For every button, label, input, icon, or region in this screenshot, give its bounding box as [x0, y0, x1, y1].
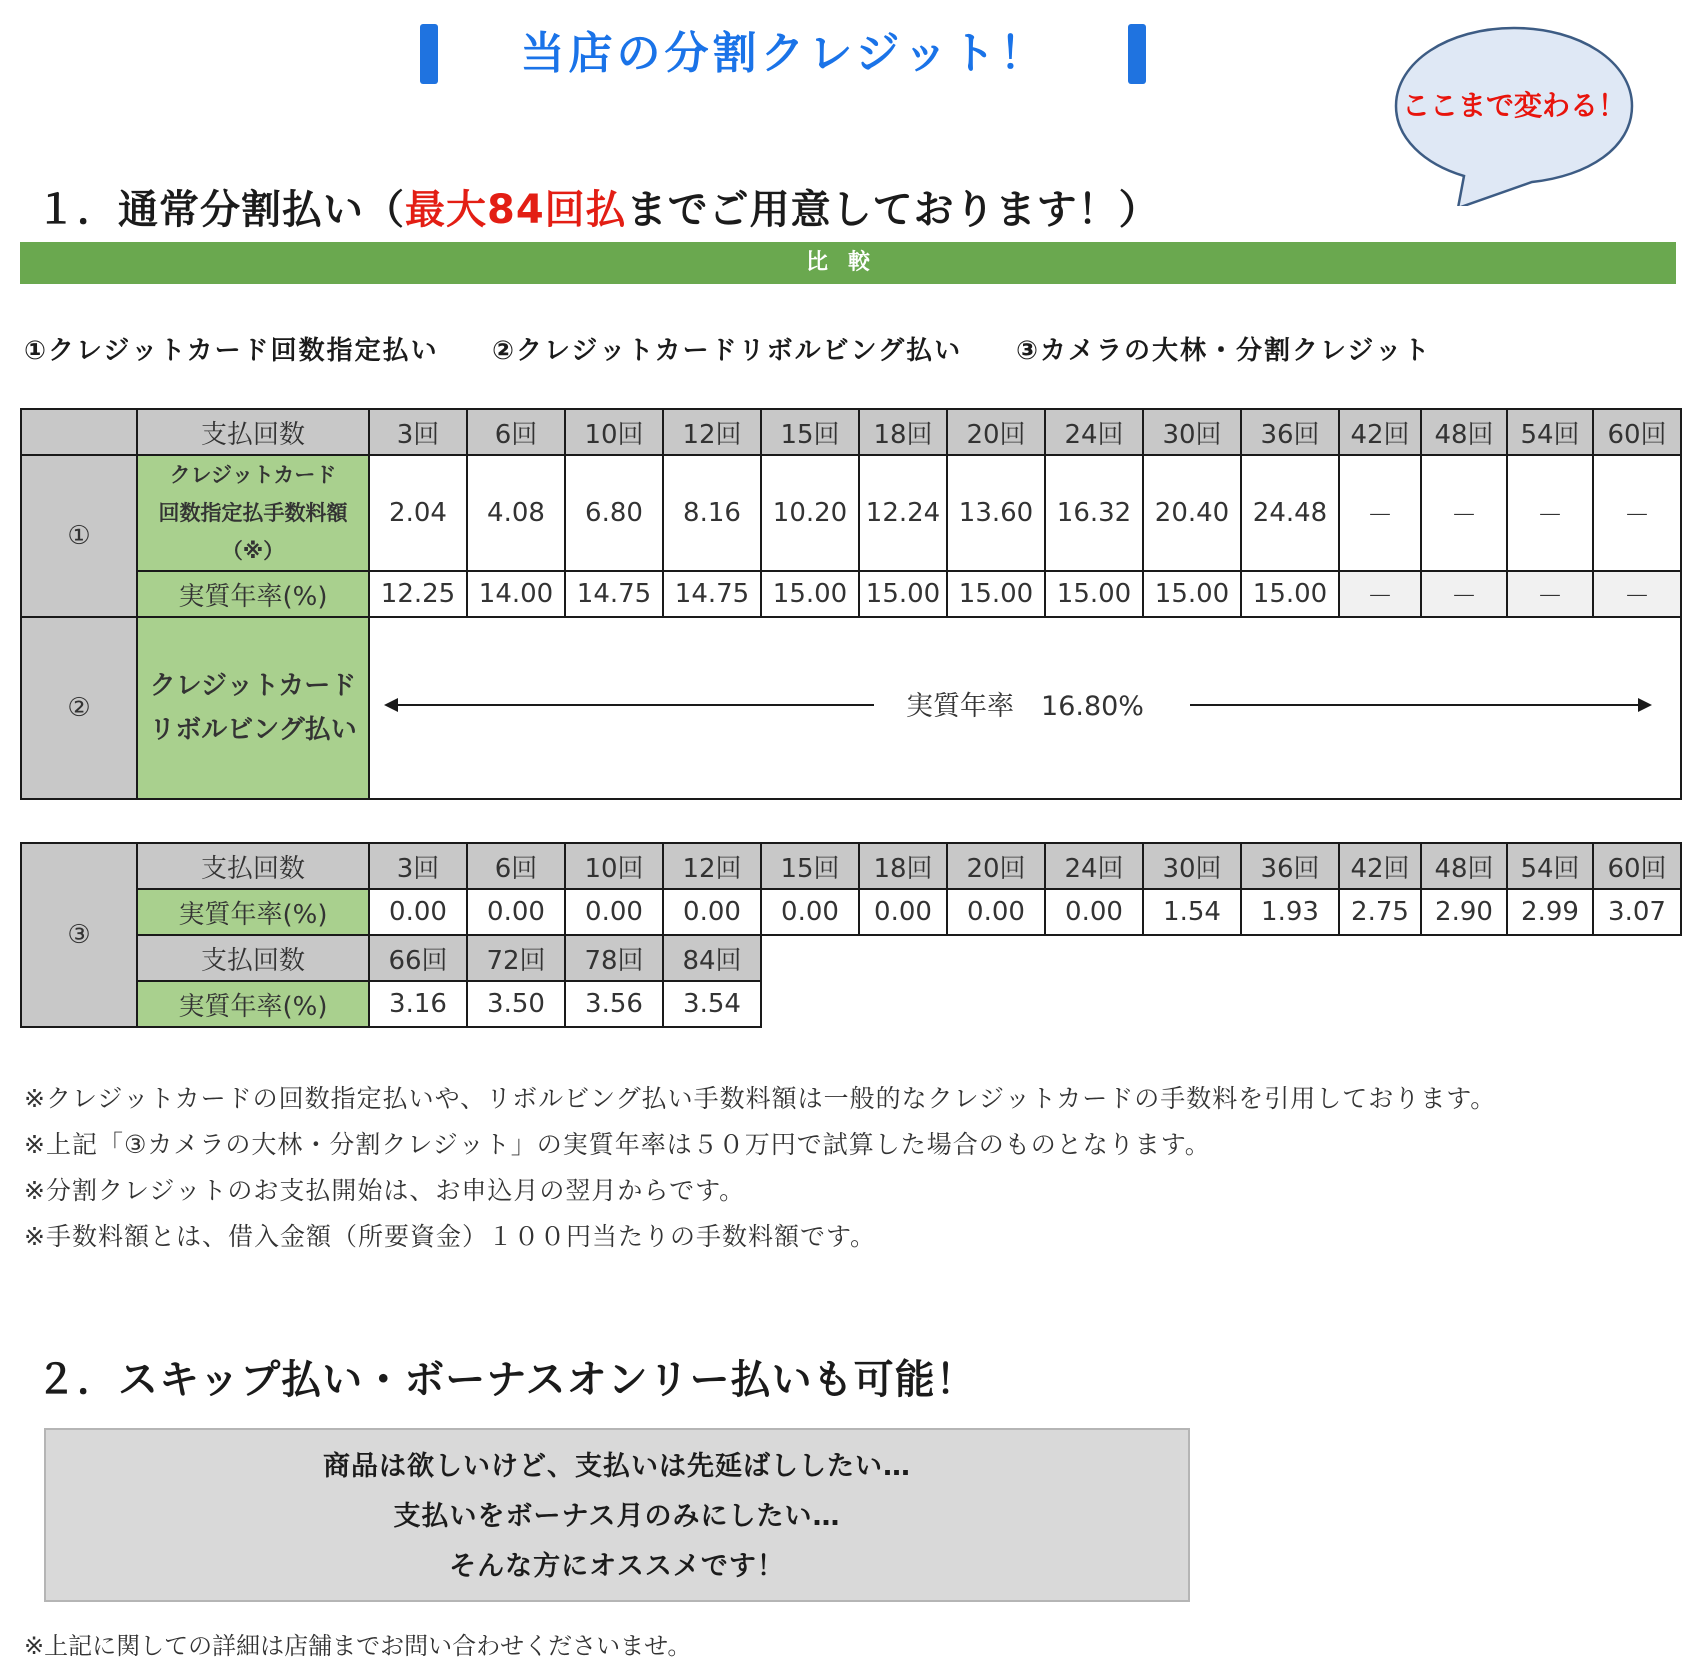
- speech-bubble: [1392, 26, 1636, 192]
- table3-count: 6回: [467, 843, 565, 889]
- note-line: ※分割クレジットのお支払開始は、お申込月の翌月からです。: [24, 1176, 746, 1205]
- apr-value: 15.00: [761, 571, 859, 617]
- table3-apr-value: 3.07: [1593, 889, 1681, 935]
- section2-title: ２．スキップ払い・ボーナスオンリー払いも可能！: [36, 1357, 977, 1403]
- table3-apr-value: 1.54: [1143, 889, 1241, 935]
- table1-count: 12回: [663, 409, 761, 455]
- method-2-label: ②クレジットカードリボルビング払い: [492, 336, 963, 366]
- fee-value: 8.16: [663, 455, 761, 571]
- apr-value: 14.75: [663, 571, 761, 617]
- table3-count: 10回: [565, 843, 663, 889]
- table1-count: 60回: [1593, 409, 1681, 455]
- revolving-rate-cell: [369, 617, 1681, 799]
- fee-label-line: クレジットカード: [169, 463, 337, 487]
- table3-count: 24回: [1045, 843, 1143, 889]
- apr-value: －: [1421, 571, 1507, 617]
- table3-apr-value: 0.00: [369, 889, 467, 935]
- table3-count: 48回: [1421, 843, 1507, 889]
- comparison-band: 比較: [20, 242, 1676, 284]
- table3-apr-value: 2.99: [1507, 889, 1593, 935]
- table3-apr-value: 0.00: [859, 889, 947, 935]
- table1-count: 18回: [859, 409, 947, 455]
- box-line: 支払いをボーナス月のみにしたい…: [393, 1501, 841, 1532]
- apr-value: 15.00: [859, 571, 947, 617]
- apr-value: 14.75: [565, 571, 663, 617]
- row-marker-1: ①: [21, 455, 137, 617]
- right-arrow-line: [1190, 704, 1644, 706]
- method-1-label: ①クレジットカード回数指定払い: [24, 336, 439, 366]
- table3-count: 36回: [1241, 843, 1339, 889]
- table3-apr-value: 0.00: [761, 889, 859, 935]
- table1-count: 20回: [947, 409, 1045, 455]
- fee-value: 24.48: [1241, 455, 1339, 571]
- recommendation-box: [44, 1428, 1190, 1602]
- fee-value: －: [1593, 455, 1681, 571]
- apr-value: 14.00: [467, 571, 565, 617]
- right-arrow-icon: [1638, 698, 1652, 712]
- table3-count: 78回: [565, 935, 663, 981]
- fee-value: 10.20: [761, 455, 859, 571]
- table3-apr-label: 実質年率(%): [137, 889, 369, 935]
- table3-apr-value: 0.00: [565, 889, 663, 935]
- table3-apr-value: 2.75: [1339, 889, 1421, 935]
- table3-count: 18回: [859, 843, 947, 889]
- empty-space: [761, 981, 1681, 1027]
- revolving-label: [137, 617, 369, 799]
- table3-count: 20回: [947, 843, 1045, 889]
- apr-value: 15.00: [1143, 571, 1241, 617]
- apr-label: 実質年率(%): [137, 571, 369, 617]
- fee-label-line: （※）: [221, 539, 285, 563]
- apr-value: 12.25: [369, 571, 467, 617]
- box-line: そんな方にオススメです！: [449, 1551, 785, 1582]
- apr-value: －: [1507, 571, 1593, 617]
- table3-apr-value: 0.00: [663, 889, 761, 935]
- table1-fee-row: [21, 455, 1681, 571]
- table3-count: 12回: [663, 843, 761, 889]
- table3-count: 72回: [467, 935, 565, 981]
- fee-value: 12.24: [859, 455, 947, 571]
- table1-count: 36回: [1241, 409, 1339, 455]
- apr-value: 15.00: [1241, 571, 1339, 617]
- section1-highlight: 最大84回払: [405, 187, 627, 233]
- fee-value: －: [1507, 455, 1593, 571]
- comparison-table-1: [20, 408, 1682, 800]
- footnote: ※上記に関しての詳細は店舗までお問い合わせくださいませ。: [24, 1632, 692, 1660]
- table3-header-label: 支払回数: [137, 843, 369, 889]
- notes: [24, 1076, 1496, 1260]
- fee-value: 4.08: [467, 455, 565, 571]
- table3-apr-label: 実質年率(%): [137, 981, 369, 1027]
- table1-count: 3回: [369, 409, 467, 455]
- table3-header-row-2: [21, 935, 1681, 981]
- revolving-rate: 実質年率 16.80%: [906, 691, 1144, 722]
- table3-apr-value: 1.93: [1241, 889, 1339, 935]
- table1-count: 6回: [467, 409, 565, 455]
- table1-header-row: [21, 409, 1681, 455]
- note-line: ※手数料額とは、借入金額（所要資金）１００円当たりの手数料額です。: [24, 1222, 876, 1251]
- table1-count: 42回: [1339, 409, 1421, 455]
- table3-apr-value: 3.50: [467, 981, 565, 1027]
- table3-count: 15回: [761, 843, 859, 889]
- table1-header-label: 支払回数: [137, 409, 369, 455]
- table3-count: 42回: [1339, 843, 1421, 889]
- row-marker-2: ②: [21, 617, 137, 799]
- fee-label-line: 回数指定払手数料額: [158, 501, 348, 525]
- table3-apr-row-2: [21, 981, 1681, 1027]
- table3-apr-value: 3.56: [565, 981, 663, 1027]
- fee-value: －: [1339, 455, 1421, 571]
- table3-apr-value: 2.90: [1421, 889, 1507, 935]
- fee-label: [137, 455, 369, 571]
- table3-count: 3回: [369, 843, 467, 889]
- title-left-bar: [420, 24, 438, 84]
- fee-value: －: [1421, 455, 1507, 571]
- apr-value: －: [1593, 571, 1681, 617]
- table3-apr-row-1: [21, 889, 1681, 935]
- fee-value: 2.04: [369, 455, 467, 571]
- table3-count: 84回: [663, 935, 761, 981]
- table1-count: 30回: [1143, 409, 1241, 455]
- page-title: 当店の分割クレジット！: [520, 28, 1048, 79]
- table1-revolving-row: [21, 617, 1681, 799]
- table3-header-row-1: [21, 843, 1681, 889]
- apr-value: 15.00: [1045, 571, 1143, 617]
- table1-corner: [21, 409, 137, 455]
- table3-apr-value: 0.00: [1045, 889, 1143, 935]
- table1-apr-row: [21, 571, 1681, 617]
- empty-space: [761, 935, 1681, 981]
- table3-apr-value: 3.16: [369, 981, 467, 1027]
- table1-count: 48回: [1421, 409, 1507, 455]
- row-marker-3: ③: [21, 843, 137, 1027]
- table3-apr-value: 3.54: [663, 981, 761, 1027]
- fee-value: 13.60: [947, 455, 1045, 571]
- comparison-table-3: [20, 842, 1682, 1028]
- table1-count: 54回: [1507, 409, 1593, 455]
- table3-apr-value: 0.00: [467, 889, 565, 935]
- note-line: ※上記「③カメラの大林・分割クレジット」の実質年率は５０万円で試算した場合のものとなります。: [24, 1130, 1211, 1159]
- section1-prefix: １．通常分割払い（: [36, 187, 405, 233]
- method-3-label: ③カメラの大林・分割クレジット: [1016, 336, 1432, 366]
- table3-count: 54回: [1507, 843, 1593, 889]
- table3-count: 60回: [1593, 843, 1681, 889]
- revolving-label-line: リボルビング払い: [149, 715, 357, 745]
- table3-count: 66回: [369, 935, 467, 981]
- section1-title: [36, 178, 1160, 235]
- apr-value: 15.00: [947, 571, 1045, 617]
- table3-header-label: 支払回数: [137, 935, 369, 981]
- note-line: ※クレジットカードの回数指定払いや、リボルビング払い手数料額は一般的なクレジットカードの手数料を引用しております。: [24, 1084, 1497, 1113]
- table1-count: 24回: [1045, 409, 1143, 455]
- table1-count: 15回: [761, 409, 859, 455]
- table3-count: 30回: [1143, 843, 1241, 889]
- apr-value: －: [1339, 571, 1421, 617]
- fee-value: 20.40: [1143, 455, 1241, 571]
- fee-value: 16.32: [1045, 455, 1143, 571]
- fee-value: 6.80: [565, 455, 663, 571]
- table3-apr-value: 0.00: [947, 889, 1045, 935]
- title-right-bar: [1128, 24, 1146, 84]
- bubble-text: ここまで変わる！: [1401, 89, 1626, 122]
- table1-count: 10回: [565, 409, 663, 455]
- box-line: 商品は欲しいけど、支払いは先延ばししたい…: [323, 1451, 911, 1482]
- section1-suffix: までご用意しております！）: [626, 187, 1160, 233]
- revolving-label-line: クレジットカード: [149, 671, 357, 701]
